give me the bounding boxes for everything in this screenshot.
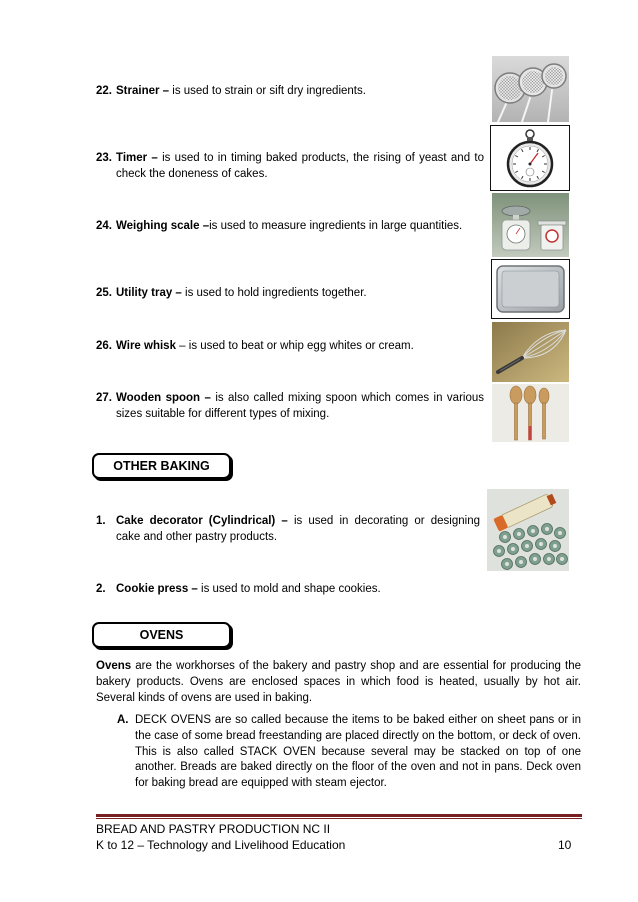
section-heading-text: OTHER BAKING bbox=[113, 459, 210, 473]
item-number: 1. bbox=[96, 515, 106, 527]
weighing-scale-image bbox=[492, 193, 569, 257]
other-item-cake-decorator bbox=[96, 513, 480, 545]
weighing-scale-illustration bbox=[492, 193, 569, 257]
tool-item-weighing-scale bbox=[96, 218, 484, 234]
ovens-intro-paragraph bbox=[96, 659, 581, 706]
item-name: Wire whisk bbox=[116, 340, 176, 352]
cake-decorator-image bbox=[487, 489, 569, 571]
item-number: 27. bbox=[96, 392, 112, 404]
oven-type-text: DECK OVENS are so called because the items to be baked either on sheet pans or in the case of some bread freestanding are placed directly on the bottom, or deck of oven. This is also called STACK OVEN because several may be stacked on top of one another. Breads are baked directly on the floor of the oven and not in pans. Deck oven for baking bread are equipped with steam ejector. bbox=[135, 714, 581, 790]
utility-tray-image bbox=[491, 259, 570, 319]
item-description: is used to in timing baked products, the rising of yeast and to check the doneness of cakes. bbox=[116, 152, 484, 180]
item-number: 24. bbox=[96, 220, 112, 232]
item-description: is used to strain or sift dry ingredients. bbox=[169, 85, 366, 97]
item-name: Timer – bbox=[116, 152, 158, 164]
item-description: is used to measure ingredients in large quantities. bbox=[209, 220, 463, 232]
other-item-cookie-press bbox=[96, 581, 480, 597]
tool-item-wire-whisk bbox=[96, 338, 484, 354]
stopwatch-illustration bbox=[491, 126, 569, 190]
footer-rule bbox=[96, 814, 582, 819]
tool-item-wooden-spoon bbox=[96, 390, 484, 422]
item-name: Cake decorator (Cylindrical) – bbox=[116, 515, 288, 527]
item-number: 2. bbox=[96, 583, 106, 595]
tool-item-strainer bbox=[96, 83, 484, 99]
section-heading-text: OVENS bbox=[139, 628, 184, 642]
item-name: Cookie press – bbox=[116, 583, 198, 595]
section-heading-ovens bbox=[92, 622, 231, 648]
item-number: 22. bbox=[96, 85, 112, 97]
footer-subtitle: K to 12 – Technology and Livelihood Education bbox=[96, 838, 346, 852]
page-number: 10 bbox=[558, 838, 572, 852]
ovens-intro-lead: Ovens bbox=[96, 660, 132, 672]
item-name: Weighing scale – bbox=[116, 220, 210, 232]
oven-type-letter: A. bbox=[117, 714, 129, 726]
strainer-illustration bbox=[492, 56, 569, 122]
item-description: is used in decorating or designing cake and other pastry products. bbox=[116, 515, 480, 543]
item-name: Utility tray – bbox=[116, 287, 182, 299]
tool-item-utility-tray bbox=[96, 285, 484, 301]
tool-item-timer bbox=[96, 150, 484, 182]
item-description: – is used to beat or whip egg whites or cream. bbox=[175, 340, 414, 352]
section-heading-other-baking bbox=[92, 453, 231, 479]
item-number: 23. bbox=[96, 152, 112, 164]
wire-whisk-illustration bbox=[492, 322, 569, 382]
item-number: 26. bbox=[96, 340, 112, 352]
wooden-spoon-illustration bbox=[492, 384, 569, 442]
strainer-image bbox=[492, 56, 569, 122]
item-number: 25. bbox=[96, 287, 112, 299]
item-name: Wooden spoon – bbox=[116, 392, 211, 404]
wooden-spoon-image bbox=[492, 384, 569, 442]
item-name: Strainer – bbox=[116, 85, 170, 97]
item-description: is also called mixing spoon which comes in various sizes suitable for different types of mixing. bbox=[116, 392, 484, 420]
wire-whisk-image bbox=[492, 322, 569, 382]
cake-decorator-illustration bbox=[487, 489, 569, 571]
footer-title: BREAD AND PASTRY PRODUCTION NC II bbox=[96, 822, 331, 836]
timer-image bbox=[490, 125, 570, 191]
utility-tray-illustration bbox=[492, 260, 569, 318]
ovens-intro-text: are the workhorses of the bakery and pastry shop and are essential for producing the bakery products. Ovens are enclosed spaces in which food is heated, usually by hot air. Several kinds of ovens are used in baking. bbox=[96, 660, 581, 704]
item-description: is used to hold ingredients together. bbox=[181, 287, 367, 299]
oven-type-deck-ovens bbox=[117, 713, 581, 792]
item-description: is used to mold and shape cookies. bbox=[197, 583, 381, 595]
